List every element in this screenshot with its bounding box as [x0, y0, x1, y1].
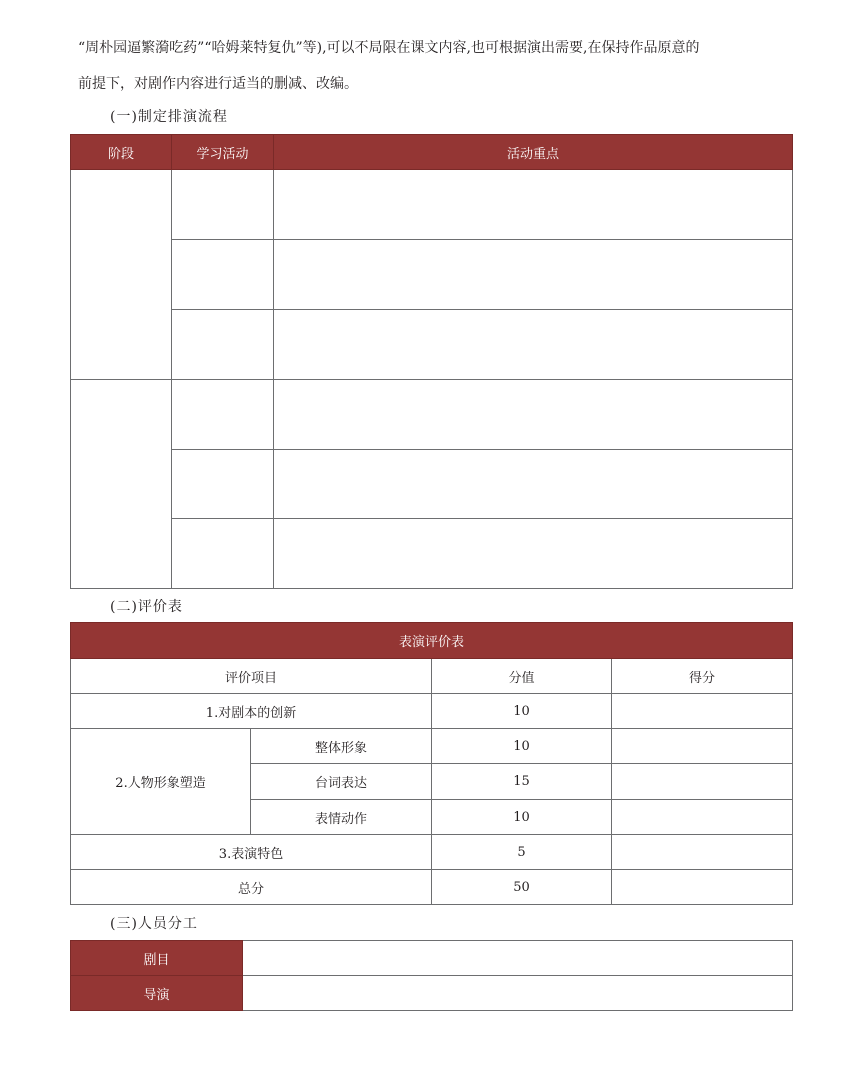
focus-cell [274, 240, 793, 310]
sub-item-score [612, 729, 793, 764]
activity-cell [172, 310, 274, 380]
row-performance-value: 5 [432, 835, 612, 870]
row-innovation-score [612, 694, 793, 729]
stage-cell-1 [71, 170, 172, 380]
focus-cell [274, 310, 793, 380]
row-performance-score [612, 835, 793, 870]
row-character-label: 2.人物形象塑造 [71, 729, 251, 835]
staff-label-play: 剧目 [71, 941, 243, 976]
evaluation-table [70, 622, 793, 905]
stage-cell-2 [71, 380, 172, 589]
sub-item-label: 整体形象 [251, 729, 432, 764]
row-innovation-label: 1.对剧本的创新 [71, 694, 432, 729]
sub-item-value: 15 [432, 764, 612, 800]
staff-table [70, 940, 793, 1011]
header-value: 分值 [432, 659, 612, 694]
staff-value-director [243, 976, 793, 1011]
activity-cell [172, 380, 274, 450]
section-1-title: (一)制定排演流程 [110, 109, 228, 125]
row-innovation-value: 10 [432, 694, 612, 729]
activity-cell [172, 240, 274, 310]
header-score: 得分 [612, 659, 793, 694]
header-stage: 阶段 [71, 135, 172, 170]
row-total-score [612, 870, 793, 905]
row-total-label: 总分 [71, 870, 432, 905]
focus-cell [274, 450, 793, 519]
section-2-title: (二)评价表 [110, 599, 183, 615]
header-item: 评价项目 [71, 659, 432, 694]
intro-line-1: “周朴园逼繁漪吃药”“哈姆莱特复仇”等),可以不局限在课文内容,也可根据演出需要,在保持作品原意的 [78, 40, 700, 56]
sub-item-label: 台词表达 [251, 764, 432, 800]
rehearsal-process-table [70, 134, 793, 589]
sub-item-score [612, 800, 793, 835]
evaluation-table-title: 表演评价表 [71, 623, 793, 659]
activity-cell [172, 450, 274, 519]
intro-line-2: 前提下，对剧作内容进行适当的删减、改编。 [78, 76, 358, 92]
sub-item-value: 10 [432, 800, 612, 835]
header-activity: 学习活动 [172, 135, 274, 170]
focus-cell [274, 519, 793, 589]
sub-item-label: 表情动作 [251, 800, 432, 835]
sub-item-value: 10 [432, 729, 612, 764]
row-performance-label: 3.表演特色 [71, 835, 432, 870]
focus-cell [274, 170, 793, 240]
focus-cell [274, 380, 793, 450]
activity-cell [172, 519, 274, 589]
section-3-title: (三)人员分工 [110, 916, 198, 932]
sub-item-score [612, 764, 793, 800]
staff-value-play [243, 941, 793, 976]
activity-cell [172, 170, 274, 240]
staff-label-director: 导演 [71, 976, 243, 1011]
row-total-value: 50 [432, 870, 612, 905]
header-focus: 活动重点 [274, 135, 793, 170]
